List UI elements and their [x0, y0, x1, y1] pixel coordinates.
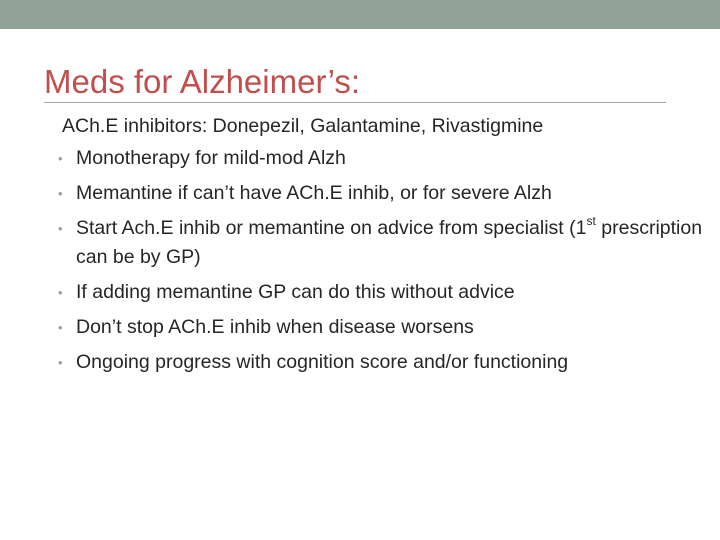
title-underline: [44, 102, 666, 103]
superscript-ordinal: st: [586, 213, 596, 228]
bullet-item: [58, 179, 708, 208]
bullet-icon: •: [58, 320, 63, 335]
bullet-item: [58, 144, 708, 173]
bullet-text-part: Start Ach.E inhib or memantine on advice from specialist (1: [76, 217, 587, 239]
bullet-text: Ongoing progress with cognition score and/or functioning: [76, 351, 569, 373]
bullet-list: [58, 144, 708, 377]
bullet-icon: •: [58, 186, 63, 201]
bullet-text: Don’t stop ACh.E inhib when disease worsens: [76, 316, 474, 338]
bullet-icon: •: [58, 151, 63, 166]
bullet-icon: •: [58, 221, 63, 236]
slide-body: [58, 112, 708, 377]
intro-line: ACh.E inhibitors: Donepezil, Galantamine, Rivastigmine: [62, 115, 544, 137]
bullet-item: [58, 214, 708, 272]
bullet-icon: •: [58, 355, 63, 370]
bullet-text-part: prescription can be by GP): [76, 217, 703, 268]
bullet-item: [58, 348, 708, 377]
bullet-item: [58, 278, 708, 307]
top-accent-bar: [0, 0, 720, 29]
bullet-text: Monotherapy for mild-mod Alzh: [76, 147, 346, 169]
bullet-item: [58, 313, 708, 342]
bullet-text: Memantine if can’t have ACh.E inhib, or for severe Alzh: [76, 182, 552, 204]
bullet-text: If adding memantine GP can do this without advice: [76, 281, 515, 303]
bullet-icon: •: [58, 285, 63, 300]
slide-title: Meds for Alzheimer’s:: [44, 63, 361, 100]
